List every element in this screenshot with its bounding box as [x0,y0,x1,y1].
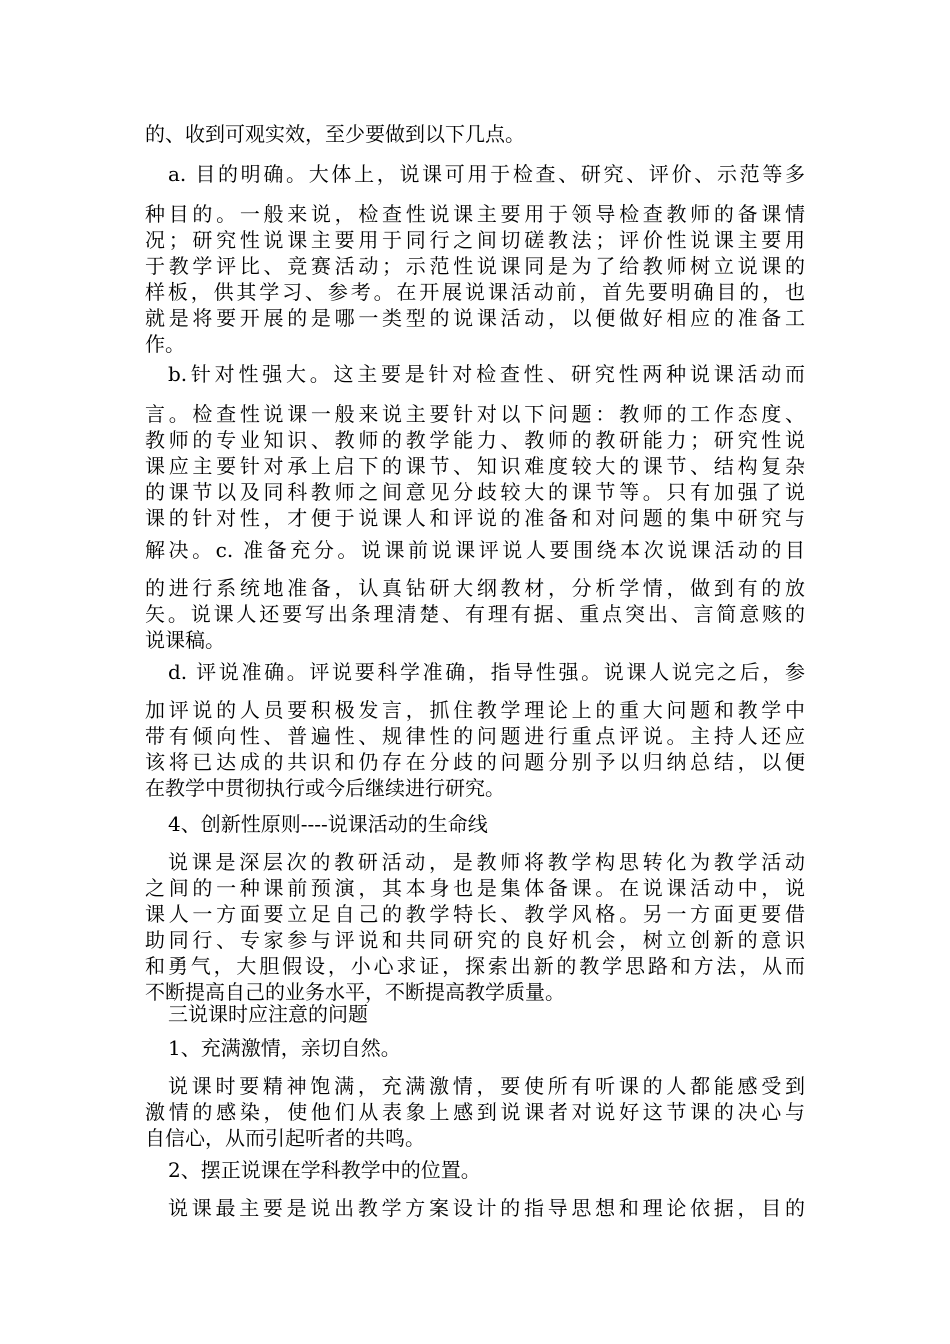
text-line: 课人一方面要立足自己的教学特长、教学风格。另一方面更要借 [145,902,805,926]
text-line: 言。检查性说课一般来说主要针对以下问题：教师的工作态度、 [145,402,805,426]
text-line: b.针对性强大。这主要是针对检查性、研究性两种说课活动而 [168,362,805,386]
text-line: 种目的。一般来说，检查性说课主要用于领导检查教师的备课情 [145,202,805,226]
text-line: 助同行、专家参与评说和共同研究的良好机会，树立创新的意识 [145,928,805,952]
text-line: 说课是深层次的教研活动，是教师将教学构思转化为教学活动 [168,850,805,874]
text-line: 说课最主要是说出教学方案设计的指导思想和理论依据，目的 [168,1196,805,1220]
text-line: 不断提高自己的业务水平，不断提高教学质量。 [145,980,565,1004]
text-line: 矢。说课人还要写出条理清楚、有理有据、重点突出、言简意赅的 [145,602,805,626]
text-line: 自信心，从而引起听者的共鸣。 [145,1126,425,1150]
section-heading: 4、创新性原则----说课活动的生命线 [168,812,488,836]
subsection-heading: 1、充满激情，亲切自然。 [168,1036,401,1060]
text-line: 的课节以及同科教师之间意见分歧较大的课节等。只有加强了说 [145,480,805,504]
text-line: 样板，供其学习、参考。在开展说课活动前，首先要明确目的，也 [145,280,805,304]
section-heading: 三说课时应注意的问题 [168,1002,368,1026]
text-line: 于教学评比、竞赛活动；示范性说课同是为了给教师树立说课的 [145,254,805,278]
text-line: 就是将要开展的是哪一类型的说课活动，以便做好相应的准备工 [145,306,805,330]
text-line: 况；研究性说课主要用于同行之间切磋教法；评价性说课主要用 [145,228,805,252]
text-line: 该将已达成的共识和仍存在分歧的问题分别予以归纳总结，以便 [145,750,805,774]
text-line: 教师的专业知识、教师的教学能力、教师的教研能力；研究性说 [145,428,805,452]
subsection-heading: 2、摆正说课在学科教学中的位置。 [168,1158,481,1182]
text-line: 带有倾向性、普遍性、规律性的问题进行重点评说。主持人还应 [145,724,805,748]
text-line: 和勇气，大胆假设，小心求证，探索出新的教学思路和方法，从而 [145,954,805,978]
text-line: 的进行系统地准备，认真钻研大纲教材，分析学情，做到有的放 [145,576,805,600]
text-line: 说课时要精神饱满，充满激情，要使所有听课的人都能感受到 [168,1074,805,1098]
text-line: 说课稿。 [145,628,225,652]
text-line: 的、收到可观实效，至少要做到以下几点。 [145,122,525,146]
text-line: 解决。c. 准备充分。说课前说课评说人要围绕本次说课活动的目 [145,538,805,562]
text-line: 课应主要针对承上启下的课节、知识难度较大的课节、结构复杂 [145,454,805,478]
text-line: 加评说的人员要积极发言，抓住教学理论上的重大问题和教学中 [145,698,805,722]
text-line: 作。 [145,332,185,356]
text-line: a. 目的明确。大体上，说课可用于检查、研究、评价、示范等多 [168,162,805,186]
text-line: d. 评说准确。评说要科学准确，指导性强。说课人说完之后，参 [168,660,805,684]
text-line: 在教学中贯彻执行或今后继续进行研究。 [145,776,505,800]
text-line: 课的针对性，才便于说课人和评说的准备和对问题的集中研究与 [145,506,805,530]
text-line: 激情的感染，使他们从表象上感到说课者对说好这节课的决心与 [145,1100,805,1124]
text-line: 之间的一种课前预演，其本身也是集体备课。在说课活动中，说 [145,876,805,900]
